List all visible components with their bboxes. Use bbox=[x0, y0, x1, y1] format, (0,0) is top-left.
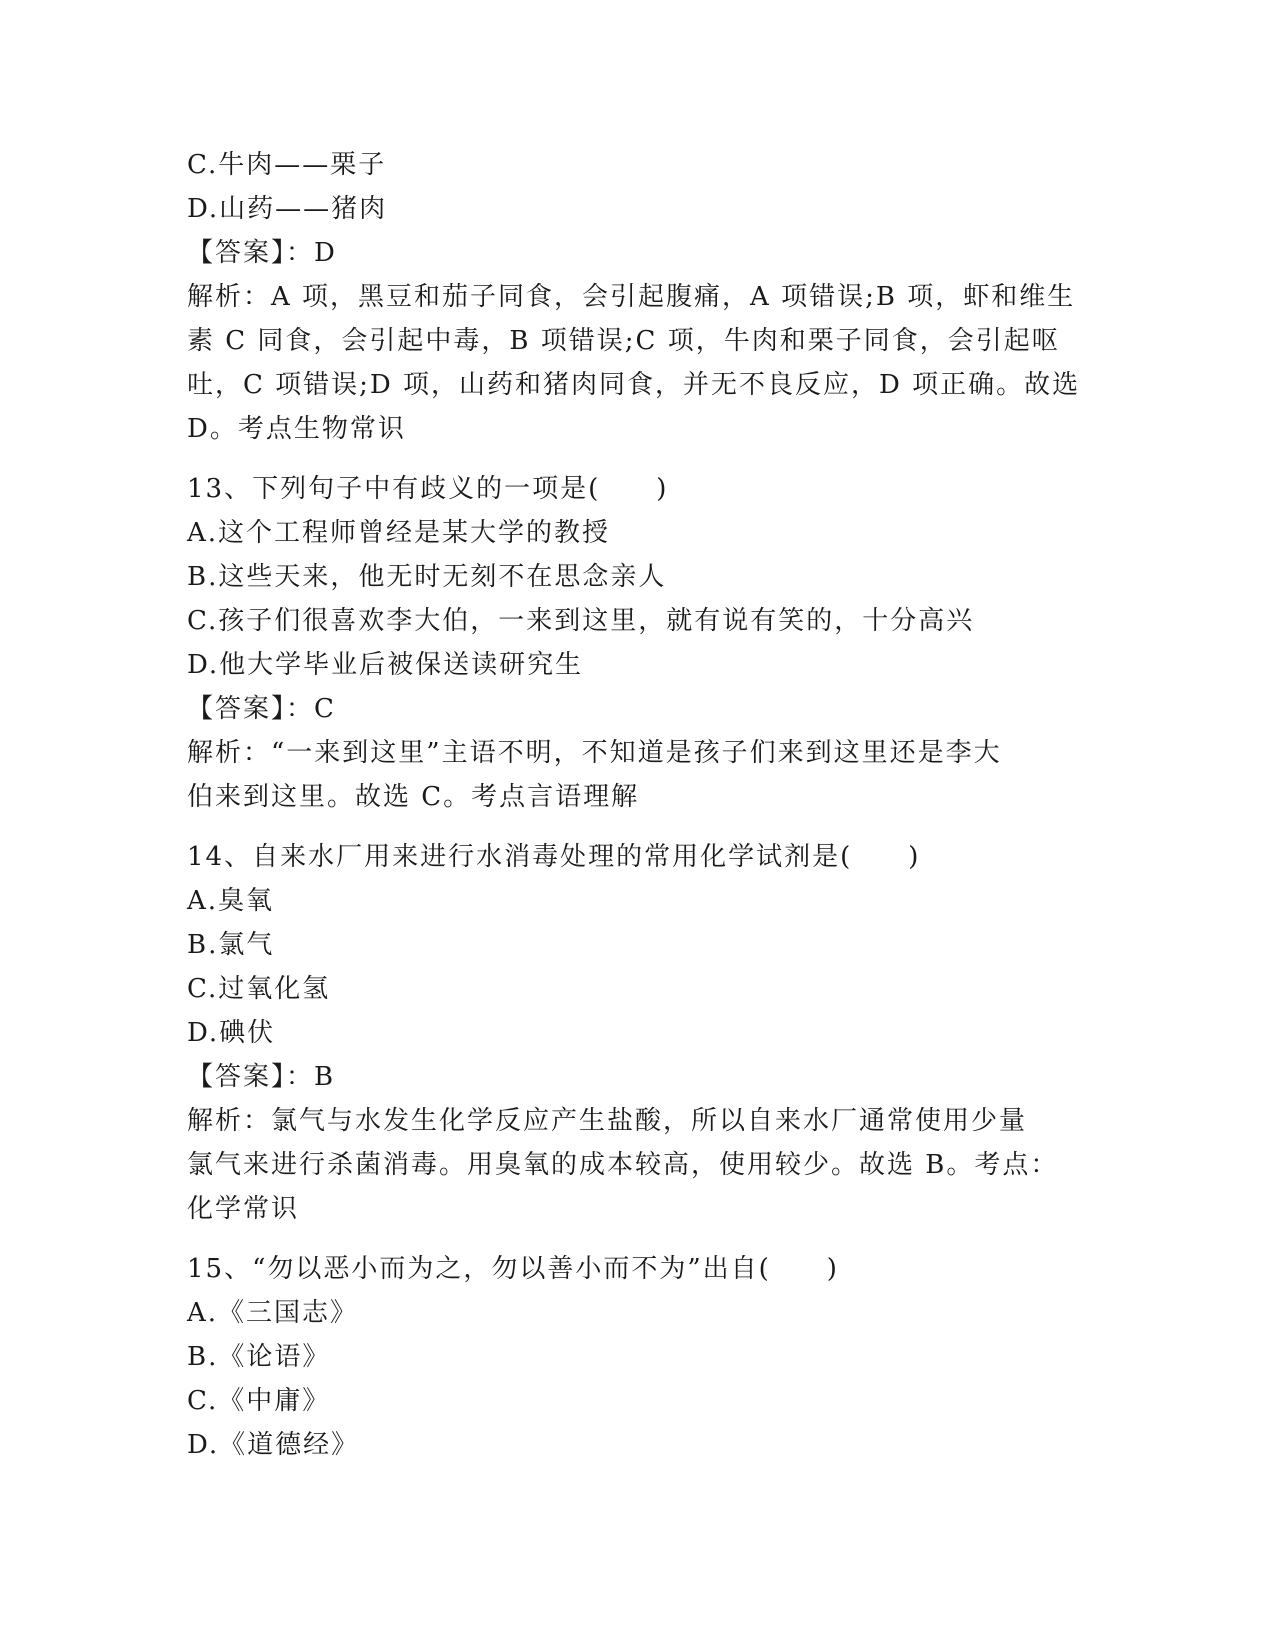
q14-answer: 【答案】：B bbox=[187, 1062, 336, 1092]
document-page bbox=[187, 143, 1087, 1467]
q12-analysis-line: D。考点生物常识 bbox=[187, 414, 406, 444]
q15-stem: 15、“勿以恶小而为之，勿以善小而不为”出自( ) bbox=[187, 1254, 839, 1284]
q14-stem: 14、自来水厂用来进行水消毒处理的常用化学试剂是( ) bbox=[187, 842, 921, 872]
q13-analysis-line: 伯来到这里。故选 C。考点言语理解 bbox=[187, 782, 640, 812]
q14-option-d: D.碘伏 bbox=[187, 1018, 276, 1048]
q12-option-c: C.牛肉——栗子 bbox=[187, 150, 387, 180]
q15-option-b: B.《论语》 bbox=[187, 1342, 331, 1372]
q12-option-d: D.山药——猪肉 bbox=[187, 194, 388, 224]
q14-analysis-line: 化学常识 bbox=[187, 1194, 300, 1224]
q15-option-c: C.《中庸》 bbox=[187, 1386, 331, 1416]
q13-option-a: A.这个工程师曾经是某大学的教授 bbox=[187, 518, 611, 548]
q14-analysis-line: 氯气来进行杀菌消毒。用臭氧的成本较高，使用较少。故选 B。考点： bbox=[187, 1150, 1059, 1180]
q12-answer: 【答案】：D bbox=[187, 238, 337, 268]
q13-answer: 【答案】：C bbox=[187, 694, 336, 724]
q13-analysis-line: 解析：“一来到这里”主语不明，不知道是孩子们来到这里还是李大 bbox=[187, 738, 1002, 768]
q13-option-d: D.他大学毕业后被保送读研究生 bbox=[187, 650, 584, 680]
q12-analysis-line: 素 C 同食，会引起中毒，B 项错误;C 项，牛肉和栗子同食，会引起呕 bbox=[187, 326, 1060, 356]
q12-analysis-line: 吐，C 项错误;D 项，山药和猪肉同食，并无不良反应，D 项正确。故选 bbox=[187, 370, 1081, 400]
q14-option-b: B.氯气 bbox=[187, 930, 275, 960]
q14-option-c: C.过氧化氢 bbox=[187, 974, 331, 1004]
q13-option-b: B.这些天来，他无时无刻不在思念亲人 bbox=[187, 562, 667, 592]
q14-analysis-line: 解析：氯气与水发生化学反应产生盐酸，所以自来水厂通常使用少量 bbox=[187, 1106, 1028, 1136]
q15-option-a: A.《三国志》 bbox=[187, 1298, 359, 1328]
q12-analysis-line: 解析：A 项，黑豆和茄子同食，会引起腹痛，A 项错误;B 项，虾和维生 bbox=[187, 282, 1076, 312]
q13-option-c: C.孩子们很喜欢李大伯，一来到这里，就有说有笑的，十分高兴 bbox=[187, 606, 975, 636]
q15-option-d: D.《道德经》 bbox=[187, 1430, 360, 1460]
q13-stem: 13、下列句子中有歧义的一项是( ) bbox=[187, 474, 669, 504]
q14-option-a: A.臭氧 bbox=[187, 886, 275, 916]
